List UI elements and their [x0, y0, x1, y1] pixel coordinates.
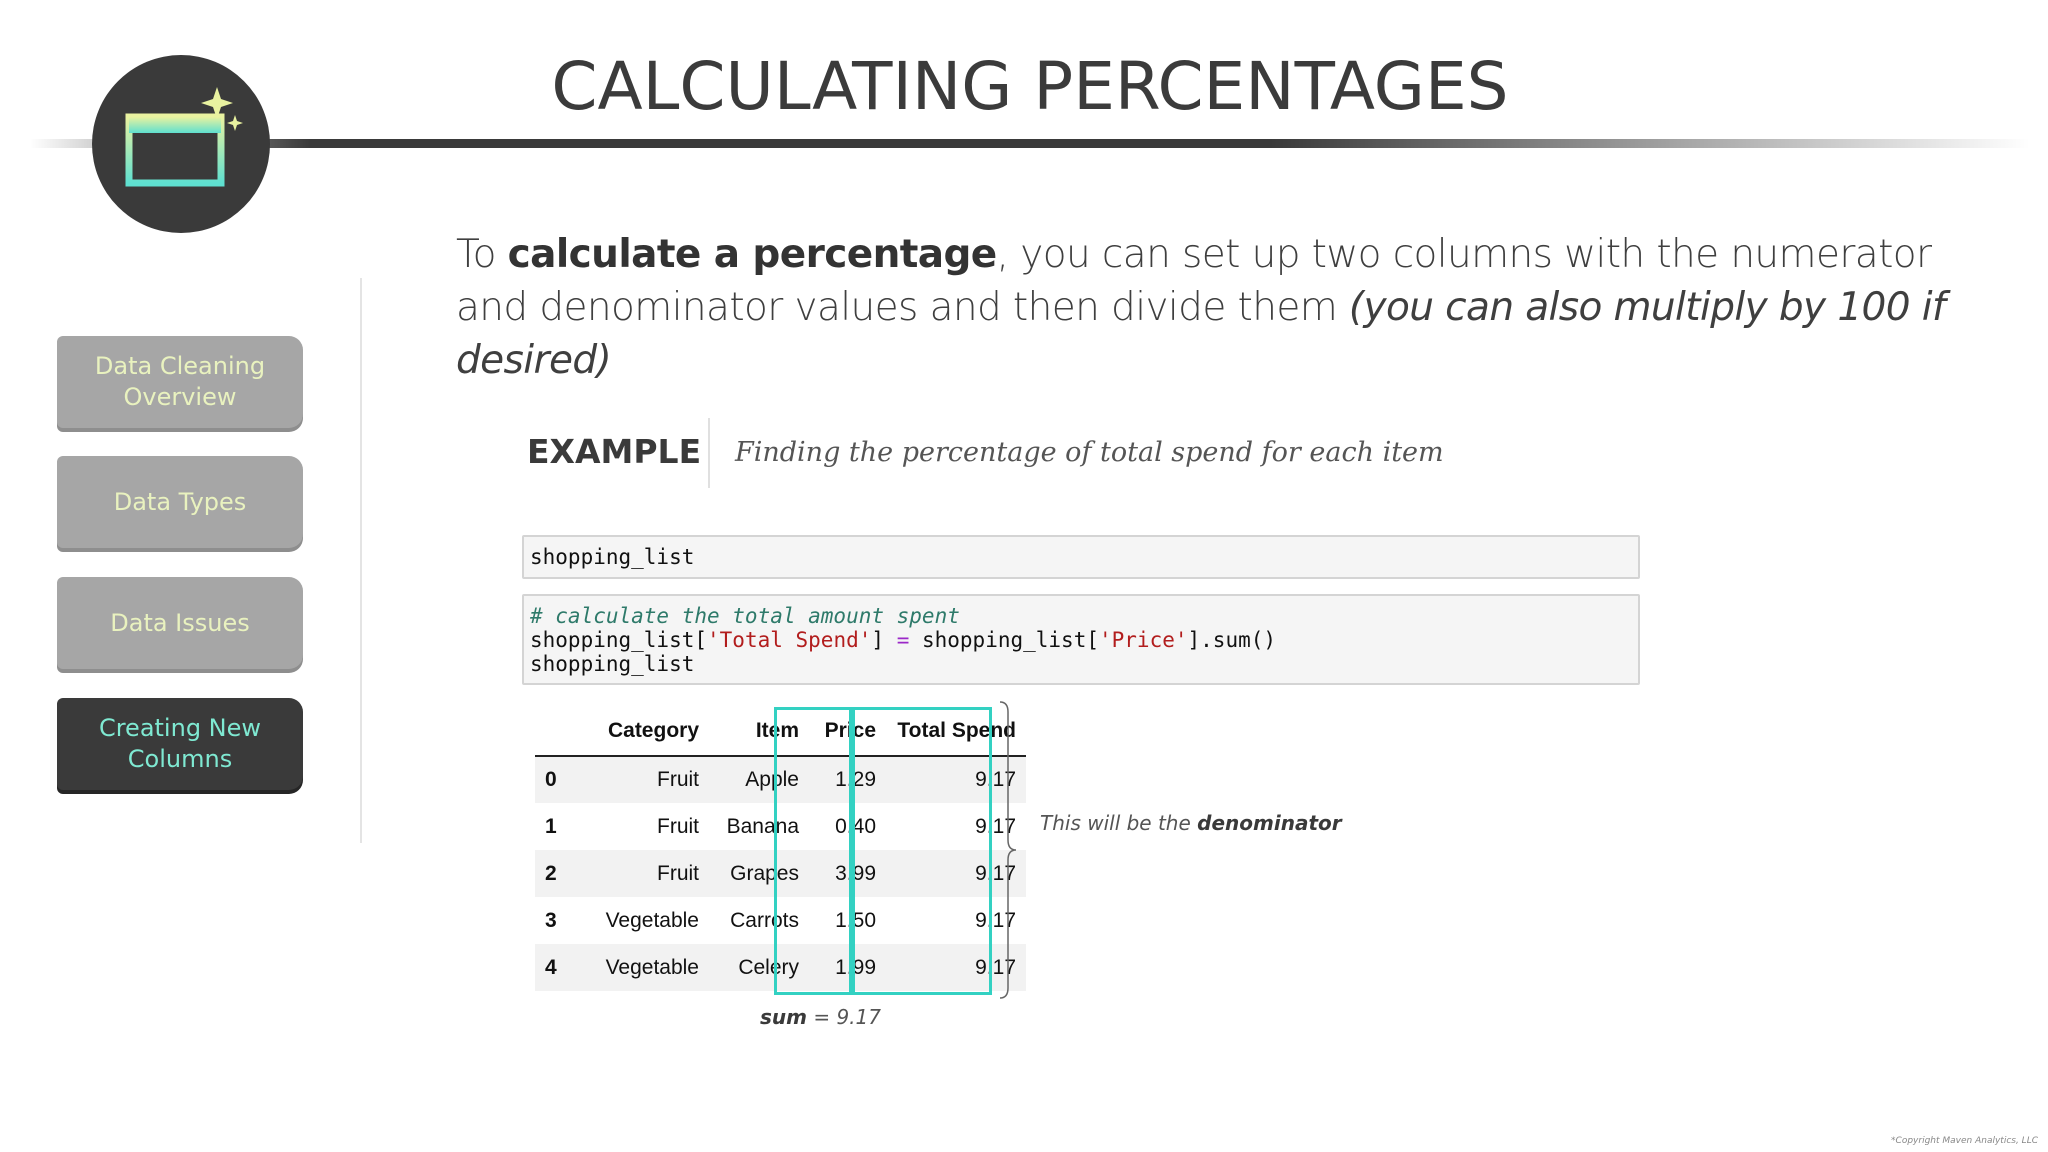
code-cell-1	[522, 535, 1640, 579]
sum-note	[760, 1005, 881, 1029]
code-line: shopping_list	[530, 545, 695, 569]
sidebar-item-label: Data Issues	[110, 608, 250, 637]
table-cell: Fruit	[657, 814, 699, 838]
sidebar-item-data-cleaning-overview[interactable]	[57, 336, 303, 428]
table-cell: Vegetable	[605, 908, 699, 932]
column-header	[535, 706, 569, 756]
intro-text-bold: calculate a percentage	[507, 232, 997, 277]
sidebar-item-label: Data Cleaning Overview	[94, 352, 266, 411]
table-cell: Vegetable	[605, 955, 699, 979]
table-cell: 9.17	[975, 814, 1016, 838]
code-token: ].sum()	[1187, 628, 1277, 652]
code-line: shopping_list	[530, 652, 695, 676]
sidebar-item-creating-new-columns[interactable]	[57, 698, 303, 790]
note-text: This will be the	[1040, 811, 1198, 835]
example-description: Finding the percentage of total spend for each item	[735, 437, 1444, 468]
table-cell: 9.17	[975, 908, 1016, 932]
sidebar-divider	[360, 278, 362, 843]
column-header: Category	[569, 706, 709, 756]
table-sparkle-icon	[92, 55, 270, 233]
column-header: Item	[709, 706, 809, 756]
denominator-note	[1040, 811, 1342, 835]
table-cell: 9.17	[975, 861, 1016, 885]
table-row	[535, 944, 1026, 991]
sidebar-item-label: Data Types	[113, 487, 247, 516]
table-cell: Grapes	[730, 861, 799, 885]
slide-title: CALCULATING PERCENTAGES	[551, 48, 1509, 125]
note-bold: denominator	[1197, 811, 1342, 835]
table-cell: Carrots	[730, 908, 799, 932]
table-cell: 3.99	[835, 861, 876, 885]
intro-text-pre: To	[456, 232, 508, 277]
table-row	[535, 897, 1026, 944]
sum-label: sum	[760, 1005, 807, 1029]
code-token: ]	[871, 628, 897, 652]
column-header: Total Spend	[886, 706, 1026, 756]
sidebar-item-label: Creating New Columns	[98, 714, 262, 773]
row-index: 1	[545, 814, 557, 838]
sum-value: = 9.17	[806, 1005, 881, 1029]
code-token: shopping_list[	[530, 628, 708, 652]
code-comment: # calculate the total amount spent	[530, 604, 960, 628]
title-underline	[30, 139, 2030, 148]
code-string: 'Price'	[1099, 628, 1188, 652]
row-index: 4	[545, 955, 557, 979]
section-logo	[92, 55, 270, 233]
table-cell: 1.99	[835, 955, 876, 979]
table-cell: Celery	[738, 955, 799, 979]
table-cell: Fruit	[657, 768, 699, 791]
code-string: 'Total Spend'	[707, 628, 872, 652]
sidebar-item-data-types[interactable]	[57, 456, 303, 548]
row-index: 2	[545, 861, 557, 885]
table-cell: 0.40	[835, 814, 876, 838]
column-header: Price	[809, 706, 886, 756]
example-separator	[708, 418, 710, 488]
table-cell: 1.29	[835, 768, 876, 791]
table-header-row	[535, 706, 1026, 756]
code-cell-2	[522, 594, 1640, 685]
table-row	[535, 803, 1026, 850]
table-cell: Apple	[745, 768, 799, 791]
intro-text-italic: (you can also multiply by 100 if desired)	[456, 285, 1946, 383]
table-cell: 9.17	[975, 768, 1016, 791]
example-label: EXAMPLE	[527, 432, 702, 471]
code-token: shopping_list[	[909, 628, 1099, 652]
table-row	[535, 850, 1026, 897]
table-cell: 1.50	[835, 908, 876, 932]
sidebar-item-data-issues[interactable]	[57, 577, 303, 669]
table-cell: Fruit	[657, 861, 699, 885]
row-index: 0	[545, 768, 557, 791]
row-index: 3	[545, 908, 557, 932]
copyright-text: *Copyright Maven Analytics, LLC	[1891, 1136, 2038, 1146]
table-cell: 9.17	[975, 955, 1016, 979]
curly-brace-icon	[996, 700, 1020, 1000]
intro-paragraph	[456, 228, 1956, 387]
code-operator: =	[896, 628, 910, 652]
table-row	[535, 756, 1026, 803]
intro-text-mid: , you can set up two columns with the numerator and denominator values and then divide them	[456, 232, 1932, 330]
table-cell: Banana	[726, 814, 799, 838]
dataframe-output	[535, 706, 1026, 991]
